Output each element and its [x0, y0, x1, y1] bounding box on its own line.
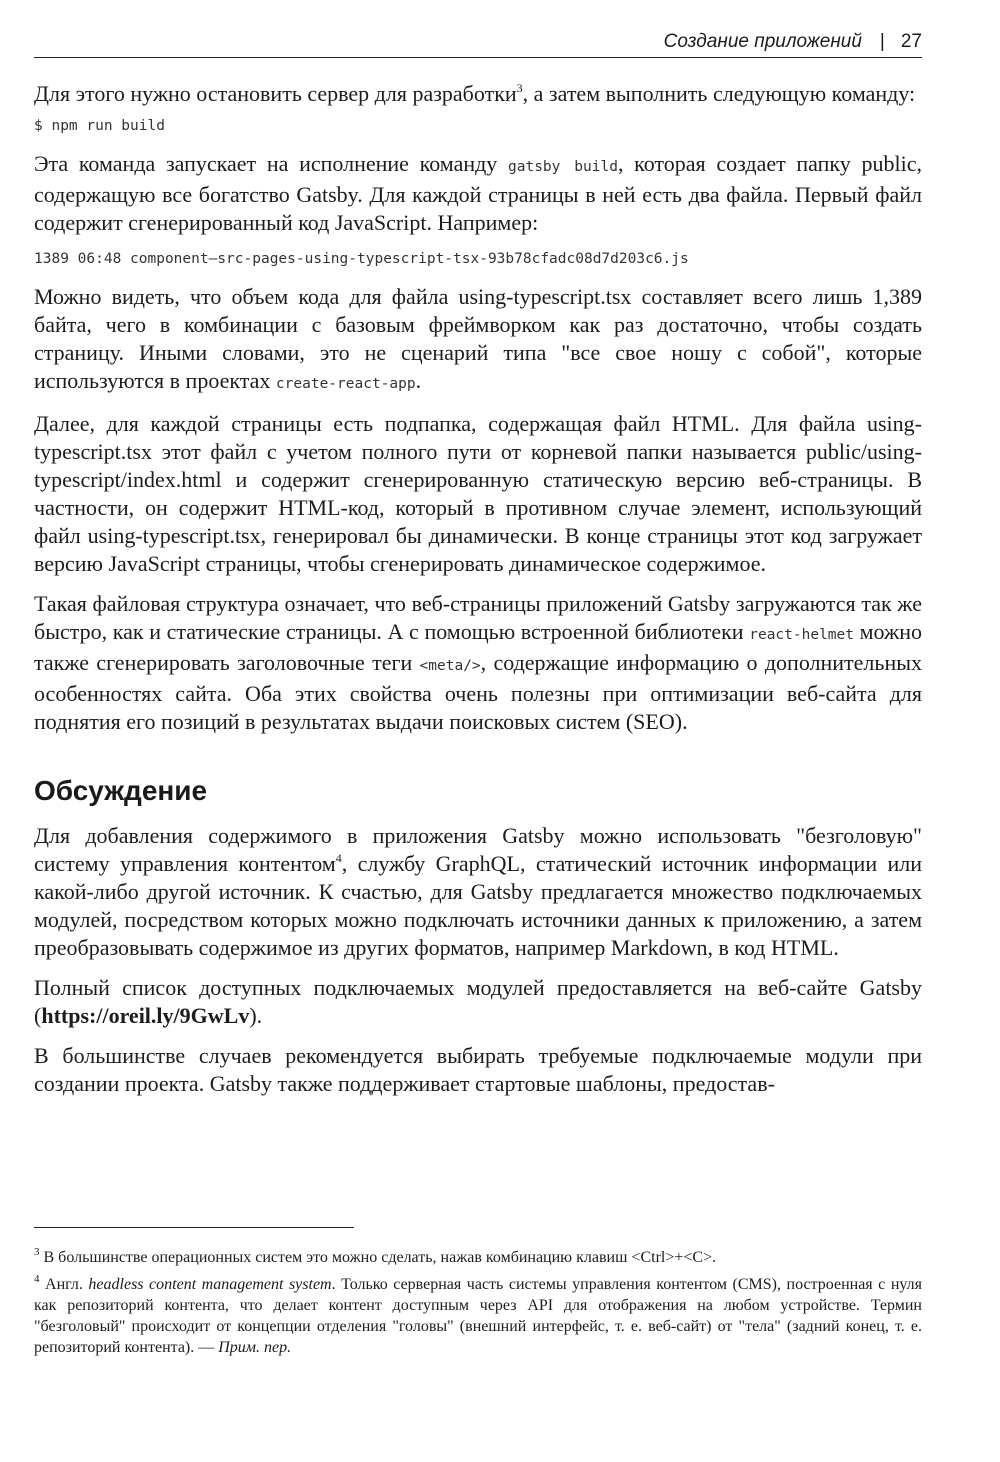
footnote-number: 3 — [34, 1246, 40, 1258]
paragraph: В большинстве случаев рекомендуется выбирать требуемые подключаемые модули при создании проекта. Gatsby также поддерживает стартовые шаблоны, предостав- — [34, 1043, 922, 1096]
paragraph: Для этого нужно остановить сервер для разработки$^3$, а затем выполнить следующую команду: — [34, 81, 916, 106]
header-separator: | — [879, 31, 885, 52]
footnote-ref-4: 4 — [335, 851, 342, 865]
code-block: $ npm run build — [34, 118, 165, 134]
footnote-3: $^3$ В большинстве операционных систем это можно сделать, нажав комбинацию клавиш <Ctrl>+<C>. — [34, 1246, 717, 1266]
footnote-number: 4 — [34, 1273, 40, 1285]
gatsby-plugins-link[interactable]: https://oreil.ly/9GwLv — [41, 1003, 250, 1028]
footnote-divider — [34, 1227, 354, 1228]
inline-code: gatsby build — [508, 159, 618, 175]
section-heading: Обсуждение — [34, 775, 208, 806]
paragraph: Далее, для каждой страницы есть подпапка, содержащая файл HTML. Для файла using-typescript.tsx этот файл с учетом полного пути от корневой папки называется public/using-typescript/index.html и содержит сгенерированную статическую версию веб-страницы. В частности, он содержит HTML-код, который в противном случае элемент, использующий файл using-typescript.tsx, генерировал бы динамически. В конце страницы этот код загружает версию JavaScript страницы, чтобы сгенерировать динамическое содержимое. — [34, 411, 922, 576]
inline-code: react-helmet — [749, 627, 854, 643]
inline-code: <meta/> — [419, 658, 481, 674]
paragraph: Эта команда запускает на исполнение команду gatsby build, которая создает папку public, содержащую все богатство Gatsby. Для каждой страницы в ней есть два файла. Первый файл содержит сгенерированный код JavaScript. Например: — [34, 151, 922, 235]
running-header — [34, 29, 922, 58]
paragraph: Полный список доступных подключаемых модулей предоставляется на веб-сайте Gatsby (https://oreil.ly/9GwLv). — [34, 975, 922, 1028]
main-text — [34, 80, 922, 1110]
paragraph: Можно видеть, что объем кода для файла using-typescript.tsx составляет всего лишь 1,389 байта, чего в комбинации с базовым фреймворком как раз достаточно, чтобы создать страницу. Иными словами, это не сценарий типа "все свое ношу с собой", которые используются в проектах create-react-app. — [34, 284, 922, 393]
paragraph: Такая файловая структура означает, что веб-страницы приложений Gatsby загружаются так же быстро, как и статические страницы. А с помощью встроенной библиотеки react-helmet можно также сгенерировать заголовочные теги <meta/>, содержащие информацию о дополнительных особенностях сайта. Оба этих свойства очень полезны при оптимизации веб-сайта для поднятия его позиций в результатах выдачи поисковых систем (SEO). — [34, 591, 922, 734]
footnote-ref-3: 3 — [516, 81, 523, 95]
inline-code: create-react-app — [275, 376, 416, 392]
footnote-4: $^4$ Англ. headless content management system. Только серверная часть системы управления контентом (CMS), построенная с нуля как репозиторий контента, что делает контент доступным через API для отображения на любом устройстве. Термин "безголовый" происходит от концепции отделения "головы" (внешний интерфейс, т. е. веб-сайт) от "тела" (задний конец, т. е. репозиторий контента). — Прим. пер. — [34, 1273, 923, 1356]
footnotes — [34, 1247, 922, 1364]
code-block: 1389 06:48 component—src-pages-using-typescript-tsx-93b78cfadc08d7d203c6.js — [34, 251, 689, 267]
page-number: 27 — [900, 31, 922, 52]
header-text — [664, 31, 922, 53]
paragraph: Для добавления содержимого в приложения Gatsby можно использовать "безголовую" систему управления контентом$^4$, службу GraphQL, статический источник информации или какой-либо другой источник. К счастью, для Gatsby предлагается множество подключаемых модулей, посредством которых можно подключать источники данных к приложению, а затем преобразовывать содержимое из других форматов, например Markdown, в код HTML. — [34, 823, 922, 960]
chapter-title: Создание приложений — [663, 31, 862, 52]
